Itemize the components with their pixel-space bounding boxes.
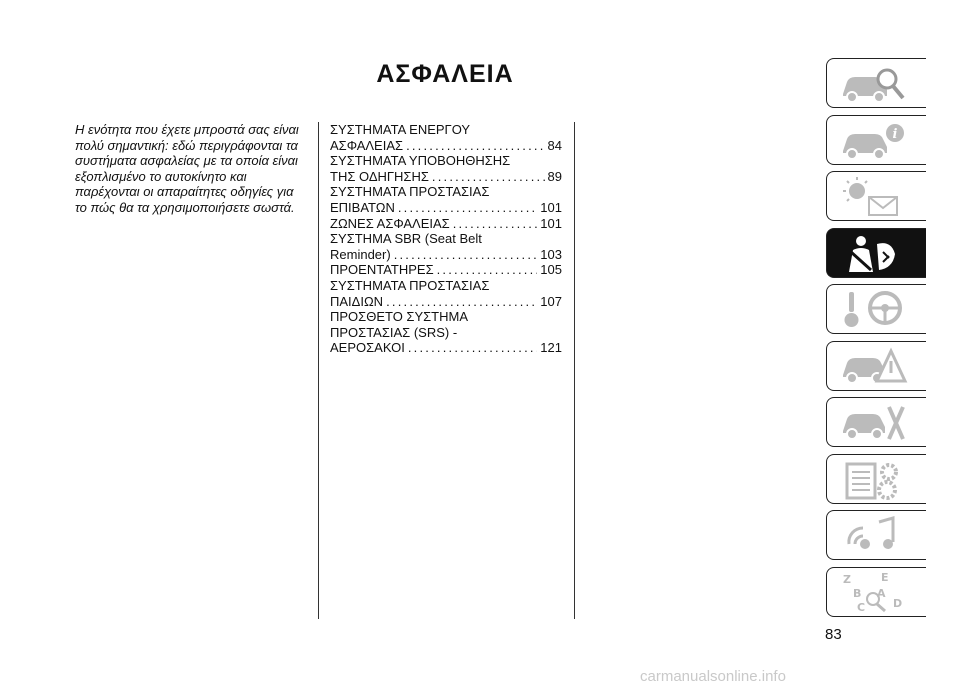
specifications-gears-icon <box>837 458 912 502</box>
toc-entry[interactable] <box>330 153 562 184</box>
svg-text:D: D <box>893 596 903 610</box>
watermark: carmanualsonline.info <box>640 668 786 685</box>
toc-page-number: 89 <box>547 168 562 184</box>
toc-entry-title-line: ΣΥΣΤΗΜΑΤΑ ΠΡΟΣΤΑΣΙΑΣ <box>330 277 490 293</box>
seatbelt-airbag-icon <box>837 232 912 276</box>
svg-text:E: E <box>881 570 889 584</box>
tab-warning-lights[interactable] <box>826 171 926 221</box>
toc-entry-title-line: Reminder) <box>330 246 391 262</box>
dot-leader <box>406 138 544 154</box>
toc-entry[interactable] <box>330 216 562 232</box>
svg-text:Z: Z <box>843 572 851 586</box>
toc-entry-title-line: ΠΡΟΣΘΕΤΟ ΣΥΣΤΗΜΑ <box>330 309 468 325</box>
toc-entry-title-line: ΠΡΟΕΝΤΑΤΗΡΕΣ <box>330 262 434 278</box>
tab-maintenance[interactable] <box>826 397 926 447</box>
toc-page-number: 84 <box>547 137 562 153</box>
page-number: 83 <box>825 626 842 643</box>
toc-entry-title-line: ΣΥΣΤΗΜΑΤΑ ΥΠΟΒΟΗΘΗΣΗΣ <box>330 153 511 169</box>
toc-entry-title-line: ΠΡΟΣΤΑΣΙΑΣ (SRS) - <box>330 324 458 340</box>
toc-entry[interactable] <box>330 122 562 153</box>
car-maintenance-tools-icon <box>837 401 912 445</box>
page-title: ΑΣΦΑΛΕΙΑ <box>376 60 514 88</box>
toc-page-number: 105 <box>540 262 562 278</box>
toc-entry-title-line: ΑΣΦΑΛΕΙΑΣ <box>330 137 404 153</box>
toc-page-number: 101 <box>540 199 562 215</box>
dot-leader <box>398 200 537 216</box>
car-info-icon <box>837 119 912 163</box>
toc-entry-title-line: ΣΥΣΤΗΜΑ SBR (Seat Belt <box>330 231 482 247</box>
tab-car-info[interactable] <box>826 115 926 165</box>
tab-safety[interactable] <box>826 228 926 278</box>
multimedia-music-icon <box>837 514 912 558</box>
toc-page-number: 103 <box>540 246 562 262</box>
car-breakdown-warning-icon <box>837 345 912 389</box>
dot-leader <box>394 247 538 263</box>
toc-entry[interactable] <box>330 278 562 309</box>
toc-entry-title-line: ΖΩΝΕΣ ΑΣΦΑΛΕΙΑΣ <box>330 215 450 231</box>
tab-index[interactable] <box>826 567 926 617</box>
dot-leader <box>437 262 538 278</box>
chapter-tabs <box>826 58 928 623</box>
toc-entry[interactable] <box>330 184 562 215</box>
car-search-icon <box>837 62 912 106</box>
column-divider-left <box>318 122 319 619</box>
svg-text:i: i <box>892 126 898 142</box>
dot-leader <box>386 294 537 310</box>
column-divider-right <box>574 122 575 619</box>
tab-starting-driving[interactable] <box>826 284 926 334</box>
warning-light-message-icon <box>837 175 912 219</box>
tab-car-search[interactable] <box>826 58 926 108</box>
table-of-contents <box>330 122 562 356</box>
key-steering-wheel-icon <box>837 288 912 332</box>
toc-entry[interactable] <box>330 231 562 262</box>
dot-leader <box>432 169 545 185</box>
toc-page-number: 121 <box>540 340 562 356</box>
dot-leader <box>453 216 538 232</box>
toc-entry-title-line: ΕΠΙΒΑΤΩΝ <box>330 199 395 215</box>
toc-entry-title-line: ΑΕΡΟΣΑΚΟΙ <box>330 340 405 356</box>
toc-entry[interactable] <box>330 309 562 356</box>
toc-entry[interactable] <box>330 262 562 278</box>
svg-text:A: A <box>877 586 886 600</box>
toc-entry-title-line: ΣΥΣΤΗΜΑΤΑ ΠΡΟΣΤΑΣΙΑΣ <box>330 184 490 200</box>
toc-page-number: 101 <box>540 215 562 231</box>
tab-emergency[interactable] <box>826 341 926 391</box>
svg-text:C: C <box>857 600 866 614</box>
tab-technical-data[interactable] <box>826 454 926 504</box>
intro-paragraph: Η ενότητα που έχετε μπροστά σας είναι πολύ σημαντική: εδώ περιγράφονται τα συστήματα ασφαλείας με τα οποία είναι εξοπλισμένο το αυτοκίνητο και παρέχονται οι απαραίτητες οδηγίες για το πώς θα τα χρησιμοποιήσετε σωστά. <box>75 122 299 215</box>
dot-leader <box>408 340 537 356</box>
toc-page-number: 107 <box>540 293 562 309</box>
toc-entry-title-line: ΣΥΣΤΗΜΑΤΑ ΕΝΕΡΓΟΥ <box>330 122 471 137</box>
tab-multimedia[interactable] <box>826 510 926 560</box>
alphabetical-index-icon <box>837 571 912 615</box>
toc-entry-title-line: ΤΗΣ ΟΔΗΓΗΣΗΣ <box>330 168 429 184</box>
toc-entry-title-line: ΠΑΙΔΙΩΝ <box>330 293 384 309</box>
svg-text:B: B <box>853 586 862 600</box>
